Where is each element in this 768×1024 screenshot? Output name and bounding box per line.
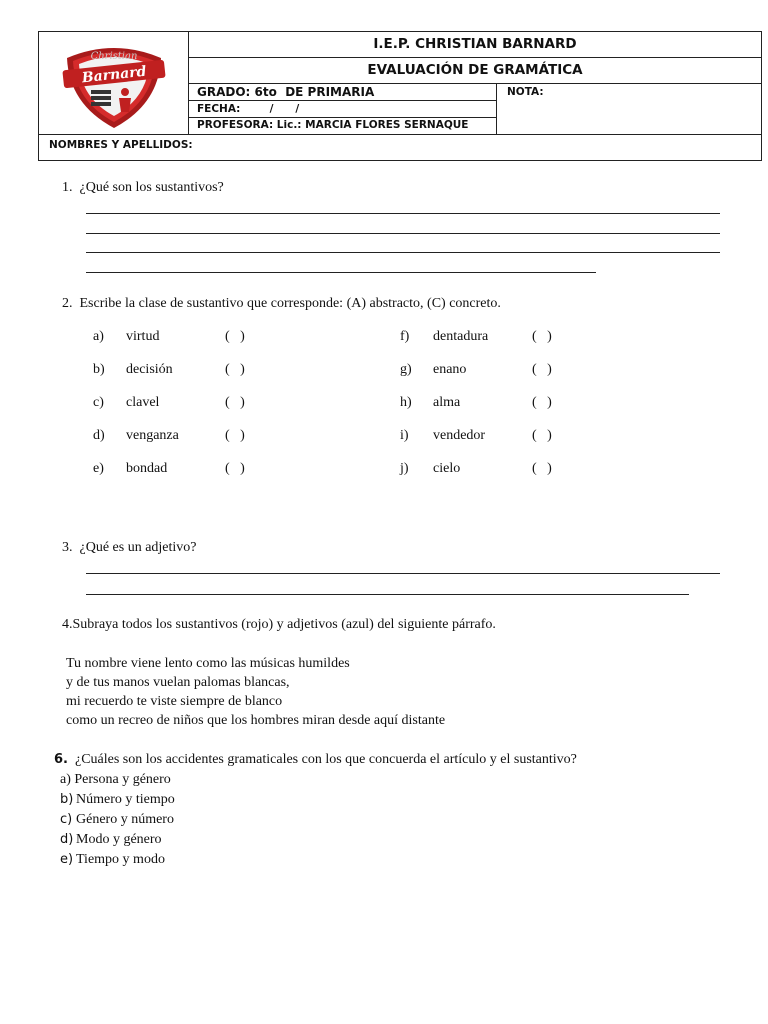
question-4-text: Subraya todos los sustantivos (rojo) y adjetivos (azul) del siguiente párrafo.	[72, 617, 496, 632]
poem-line: y de tus manos vuelan palomas blancas,	[66, 675, 290, 690]
list-item-word: venganza	[126, 428, 179, 443]
list-item-word: dentadura	[433, 329, 489, 344]
option-text: Género y número	[76, 812, 174, 827]
answer-parenthesis[interactable]: ( )	[225, 329, 245, 344]
answer-parenthesis[interactable]: ( )	[532, 461, 552, 476]
list-item-word: cielo	[433, 461, 461, 476]
answer-parenthesis[interactable]: ( )	[532, 395, 552, 410]
logo-text-top: Christian	[90, 51, 138, 62]
answer-parenthesis[interactable]: ( )	[225, 428, 245, 443]
grade-field: GRADO: 6to DE PRIMARIA	[189, 84, 496, 101]
exam-header	[38, 31, 762, 161]
option-item	[60, 792, 175, 808]
option-letter: b)	[60, 792, 74, 807]
question-2-number: 2.	[62, 296, 73, 311]
answer-line	[86, 233, 720, 234]
exam-title: EVALUACIÓN DE GRAMÁTICA	[189, 58, 761, 84]
list-item-word: alma	[433, 395, 461, 410]
answer-parenthesis[interactable]: ( )	[532, 362, 552, 377]
question-2-text: Escribe la clase de sustantivo que corresponde: (A) abstracto, (C) concreto.	[79, 296, 501, 311]
question-2	[62, 296, 501, 312]
question-4-number: 4.	[62, 617, 73, 632]
teacher-field: PROFESORA: Lic.: MARCIA FLORES SERNAQUE	[197, 119, 469, 131]
logo-cell	[39, 32, 189, 134]
date-field: FECHA: / /	[189, 101, 496, 118]
student-name-field	[39, 134, 761, 160]
school-logo-shield-icon	[39, 32, 189, 134]
option-letter: c)	[60, 812, 73, 827]
list-item-letter: d)	[93, 428, 105, 443]
question-4	[62, 617, 496, 633]
option-text: Tiempo y modo	[76, 852, 165, 867]
question-3-number: 3.	[62, 540, 73, 555]
list-item-word: bondad	[126, 461, 168, 476]
answer-parenthesis[interactable]: ( )	[225, 362, 245, 377]
list-item-letter: a)	[93, 329, 104, 344]
grade-score-label: NOTA:	[507, 86, 544, 98]
list-item-word: clavel	[126, 395, 160, 410]
answer-line	[86, 573, 720, 574]
grade-score-box	[496, 84, 761, 134]
option-letter: d)	[60, 832, 74, 847]
school-name: I.E.P. CHRISTIAN BARNARD	[189, 32, 761, 58]
answer-line	[86, 272, 596, 273]
list-item-letter: e)	[93, 461, 104, 476]
list-item-letter: c)	[93, 395, 104, 410]
list-item-letter: j)	[400, 461, 409, 476]
list-item-letter: f)	[400, 329, 410, 344]
question-1-text: ¿Qué son los sustantivos?	[79, 180, 224, 195]
answer-parenthesis[interactable]: ( )	[532, 329, 552, 344]
question-1	[62, 180, 224, 196]
answer-line	[86, 594, 689, 595]
option-letter: e)	[60, 852, 74, 867]
question-3	[62, 540, 197, 556]
answer-parenthesis[interactable]: ( )	[225, 461, 245, 476]
list-item-letter: g)	[400, 362, 412, 377]
answer-line	[86, 213, 720, 214]
poem-line: como un recreo de niños que los hombres miran desde aquí distante	[66, 713, 446, 728]
option-item	[60, 772, 171, 788]
list-item-letter: h)	[400, 395, 412, 410]
poem-line: Tu nombre viene lento como las músicas humildes	[66, 656, 350, 671]
question-6-number: 6.	[54, 752, 68, 767]
list-item-word: decisión	[126, 362, 173, 377]
answer-parenthesis[interactable]: ( )	[225, 395, 245, 410]
option-item	[60, 832, 162, 848]
list-item-letter: b)	[93, 362, 105, 377]
question-6	[54, 752, 577, 768]
list-item-word: vendedor	[433, 428, 486, 443]
question-3-text: ¿Qué es un adjetivo?	[79, 540, 197, 555]
option-item	[60, 812, 174, 828]
option-item	[60, 852, 165, 868]
answer-parenthesis[interactable]: ( )	[532, 428, 552, 443]
list-item-letter: i)	[400, 428, 409, 443]
student-name-label: NOMBRES Y APELLIDOS:	[49, 139, 193, 151]
list-item-word: virtud	[126, 329, 160, 344]
question-1-number: 1.	[62, 180, 73, 195]
list-item-word: enano	[433, 362, 467, 377]
poem-line: mi recuerdo te viste siempre de blanco	[66, 694, 283, 709]
question-6-text: ¿Cuáles son los accidentes gramaticales con los que concuerda el artículo y el sustantivo?	[74, 752, 577, 767]
logo-text-main: Barnard	[81, 63, 148, 87]
option-text: Número y tiempo	[76, 792, 175, 807]
option-text: Modo y género	[76, 832, 162, 847]
option-letter: a)	[60, 772, 71, 787]
answer-line	[86, 252, 720, 253]
option-text: Persona y género	[74, 772, 171, 787]
